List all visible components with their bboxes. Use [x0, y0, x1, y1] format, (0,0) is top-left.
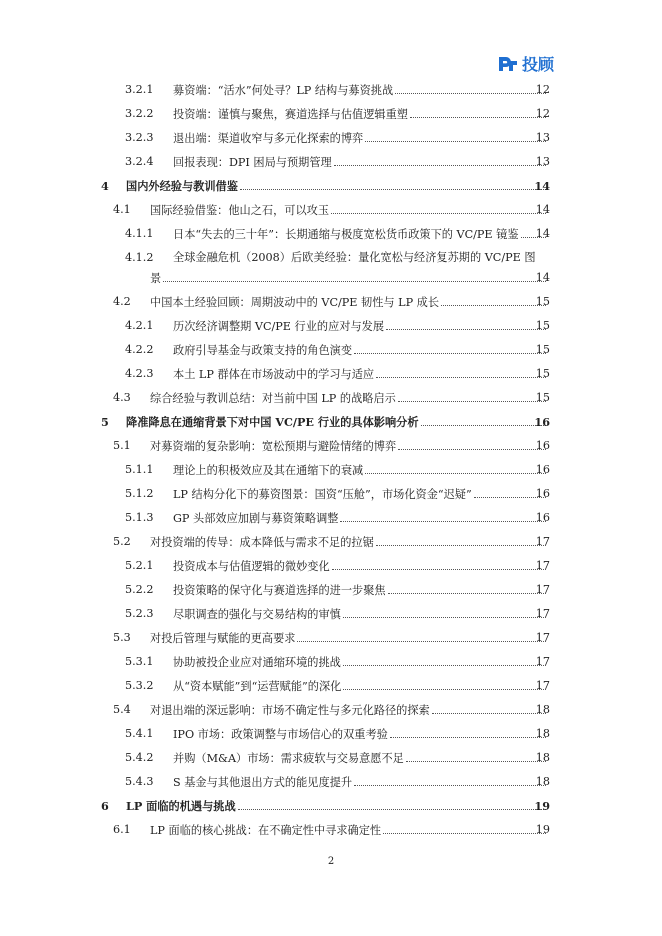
toc-entry-title-line: [173, 128, 548, 149]
toc-entry-title-line: [173, 724, 548, 745]
toc-entry[interactable]: [0, 796, 662, 816]
toc-entry-number: 5: [101, 415, 109, 429]
toc-entry[interactable]: [0, 412, 662, 432]
toc-leader-dots: [163, 268, 546, 282]
toc-entry-title-line: [173, 508, 548, 529]
toc-entry-title-line: [173, 364, 548, 385]
toc-entry-title-line: [173, 224, 548, 245]
toc-entry-title-line: [150, 700, 548, 721]
toc-entry-title-line: [126, 412, 548, 432]
toc-entry-title: 日本“失去的三十年”：长期通缩与极度宽松货币政策下的 VC/PE 镜鉴: [173, 228, 519, 241]
toc-entry-title: 回报表现：DPI 困局与预期管理: [173, 156, 332, 169]
toc-entry-title-line: [150, 436, 548, 457]
toc-leader-dots: [376, 364, 546, 378]
toc-leader-dots: [365, 128, 546, 142]
tg-logo-icon: [497, 55, 519, 73]
toc-entry[interactable]: [0, 556, 662, 576]
toc-entry[interactable]: [0, 628, 662, 648]
toc-entry-title-line: [150, 820, 548, 841]
toc-entry-number: 4.1.2: [125, 251, 154, 264]
toc-entry-title: 政府引导基金与政策支持的角色演变: [173, 344, 353, 357]
toc-entry-title-line: [150, 200, 548, 221]
toc-entry-title: 对投资端的传导：成本降低与需求不足的拉锯: [150, 536, 374, 549]
toc-entry-page: 16: [534, 415, 550, 429]
toc-leader-dots: [365, 460, 546, 474]
toc-leader-dots: [388, 580, 546, 594]
toc-leader-dots: [332, 556, 546, 570]
toc-entry-page: 15: [535, 391, 550, 404]
toc-entry-page: 17: [535, 535, 550, 548]
toc-entry[interactable]: [0, 580, 662, 600]
toc-entry-title: 从“资本赋能”到“运营赋能”的深化: [173, 680, 342, 693]
toc-entry[interactable]: [0, 508, 662, 528]
toc-entry-page: 15: [535, 295, 550, 308]
toc-entry[interactable]: [0, 152, 662, 172]
toc-entry-title: 募资端：“活水”何处寻？LP 结构与募资挑战: [173, 84, 394, 97]
toc-leader-dots: [331, 200, 546, 214]
toc-entry-title: 降准降息在通缩背景下对中国 VC/PE 行业的具体影响分析: [126, 415, 419, 429]
toc-entry-page: 17: [535, 559, 550, 572]
toc-entry-title-continued: 景: [150, 272, 162, 285]
toc-entry-number: 5.4: [113, 703, 131, 716]
toc-entry-title: 投资策略的保守化与赛道选择的进一步聚焦: [173, 584, 386, 597]
toc-leader-dots: [297, 628, 546, 642]
toc-leader-dots: [432, 700, 546, 714]
toc-entry[interactable]: [0, 436, 662, 456]
toc-entry-title: S 基金与其他退出方式的能见度提升: [173, 776, 353, 789]
toc-entry-number: 4.1: [113, 203, 131, 216]
toc-entry-title-line: [173, 676, 548, 697]
toc-entry-page: 15: [535, 343, 550, 356]
toc-entry-number: 6: [101, 799, 109, 813]
toc-entry-title: 对退出端的深远影响：市场不确定性与多元化路径的探索: [150, 704, 430, 717]
toc-entry-page: 15: [535, 367, 550, 380]
toc-entry[interactable]: [0, 724, 662, 744]
toc-entry-number: 4.3: [113, 391, 131, 404]
toc-entry-title: 中国本土经验回顾：周期波动中的 VC/PE 韧性与 LP 成长: [150, 296, 440, 309]
toc-entry-title: 投资端：谨慎与聚焦，赛道选择与估值逻辑重塑: [173, 108, 408, 121]
toc-entry-title: 对投后管理与赋能的更高要求: [150, 632, 296, 645]
toc-entry[interactable]: [0, 388, 662, 408]
toc-leader-dots: [343, 604, 546, 618]
toc-entry-number: 5.1.2: [125, 487, 154, 500]
toc-entry-title-line: [173, 580, 548, 601]
toc-entry-title-line: [173, 152, 548, 173]
toc-entry[interactable]: [0, 340, 662, 360]
toc-entry-page: 18: [535, 751, 550, 764]
toc-entry-title: LP 结构分化下的募资图景：国资“压舱”，市场化资金“迟疑”: [173, 488, 472, 501]
toc-entry-title-line: [173, 748, 548, 769]
toc-entry-page: 14: [535, 271, 550, 284]
toc-leader-dots: [354, 340, 546, 354]
toc-entry-page: 16: [535, 487, 550, 500]
toc-entry-number: 5.2.3: [125, 607, 154, 620]
toc-leader-dots: [383, 820, 546, 834]
toc-entry-title: IPO 市场：政策调整与市场信心的双重考验: [173, 728, 388, 741]
toc-leader-dots: [390, 724, 546, 738]
toc-entry-title-line: [150, 532, 548, 553]
toc-entry-page: 16: [535, 511, 550, 524]
toc-entry-title-line: [173, 80, 548, 101]
toc-entry[interactable]: [0, 532, 662, 552]
toc-entry-title: 投资成本与估值逻辑的微妙变化: [173, 560, 330, 573]
toc-entry-number: 5.4.3: [125, 775, 154, 788]
toc-leader-dots: [410, 104, 546, 118]
toc-entry-page: 14: [534, 179, 550, 193]
toc-entry-page: 17: [535, 631, 550, 644]
toc-entry-title: 退出端：渠道收窄与多元化探索的博弈: [173, 132, 364, 145]
toc-entry-title-line: [173, 652, 548, 673]
toc-entry-title: 国际经验借鉴：他山之石，可以攻玉: [150, 204, 330, 217]
toc-entry-title-line: [173, 772, 548, 793]
toc-entry-page: 17: [535, 607, 550, 620]
toc-entry-title-line: [173, 316, 548, 337]
toc-leader-dots: [398, 388, 546, 402]
toc-entry-title-line: [173, 104, 548, 125]
toc-entry-number: 4.2.3: [125, 367, 154, 380]
toc-leader-dots: [398, 436, 546, 450]
toc-entry-number: 3.2.1: [125, 83, 154, 96]
toc-entry-number: 3.2.3: [125, 131, 154, 144]
toc-entry-number: 3.2.2: [125, 107, 154, 120]
toc-entry-page: 18: [535, 775, 550, 788]
toc-entry-title-line: [150, 268, 548, 289]
toc-entry-number: 5.2: [113, 535, 131, 548]
toc-leader-dots: [343, 652, 546, 666]
toc-entry[interactable]: [0, 676, 662, 696]
toc-entry-title: 全球金融危机（2008）后欧美经验：量化宽松与经济复苏期的 VC/PE 图: [173, 251, 536, 264]
toc-entry[interactable]: [0, 316, 662, 336]
toc-entry-number: 5.3.2: [125, 679, 154, 692]
toc-entry-page: 19: [535, 823, 550, 836]
toc-entry-title: 理论上的积极效应及其在通缩下的衰减: [173, 464, 364, 477]
toc-entry-title: LP 面临的核心挑战：在不确定性中寻求确定性: [150, 824, 382, 837]
toc-entry[interactable]: [0, 248, 662, 288]
toc-entry-page: 14: [535, 203, 550, 216]
toc-leader-dots: [386, 316, 546, 330]
toc-entry-title-line: [150, 388, 548, 409]
toc-entry-page: 15: [535, 319, 550, 332]
toc-leader-dots: [406, 748, 546, 762]
toc-entry-page: 14: [535, 227, 550, 240]
toc-entry[interactable]: [0, 460, 662, 480]
toc-entry[interactable]: [0, 652, 662, 672]
toc-entry-number: 4.2.2: [125, 343, 154, 356]
toc-entry-page: 19: [534, 799, 550, 813]
toc-entry[interactable]: [0, 604, 662, 624]
toc-entry-title: 国内外经验与教训借鉴: [126, 179, 238, 193]
toc-entry-number: 5.4.2: [125, 751, 154, 764]
toc-entry-number: 5.3: [113, 631, 131, 644]
toc-entry-title-line: [173, 460, 548, 481]
toc-entry-title-line: [173, 484, 548, 505]
toc-entry[interactable]: [0, 128, 662, 148]
toc-entry-title-line: [126, 796, 548, 816]
toc-entry-number: 5.3.1: [125, 655, 154, 668]
toc-entry[interactable]: [0, 224, 662, 244]
toc-entry-number: 4.1.1: [125, 227, 154, 240]
toc-entry-page: 13: [535, 131, 550, 144]
toc-entry-page: 17: [535, 655, 550, 668]
toc-entry[interactable]: [0, 748, 662, 768]
toc-entry-number: 5.4.1: [125, 727, 154, 740]
toc-entry[interactable]: [0, 176, 662, 196]
toc-leader-dots: [354, 772, 546, 786]
toc-entry-number: 4: [101, 179, 109, 193]
toc-entry-title: 本土 LP 群体在市场波动中的学习与适应: [173, 368, 375, 381]
toc-entry-number: 5.1: [113, 439, 131, 452]
toc-leader-dots: [421, 412, 546, 426]
toc-entry-title: GP 头部效应加剧与募资策略调整: [173, 512, 339, 525]
toc-entry-number: 5.2.1: [125, 559, 154, 572]
toc-entry-title: 并购（M&A）市场：需求疲软与交易意愿不足: [173, 752, 404, 765]
page-number: 2: [327, 856, 335, 867]
toc-entry-title: 历次经济调整期 VC/PE 行业的应对与发展: [173, 320, 385, 333]
toc-entry-page: 18: [535, 703, 550, 716]
toc-entry-title-line: [150, 292, 548, 313]
toc-leader-dots: [334, 152, 546, 166]
toc-entry[interactable]: [0, 200, 662, 220]
toc-entry[interactable]: [0, 772, 662, 792]
toc-entry-page: 13: [535, 155, 550, 168]
toc-entry-page: 17: [535, 679, 550, 692]
toc-entry-title-line: [173, 604, 548, 625]
brand-logo: [497, 52, 554, 75]
toc-entry-page: 12: [535, 107, 550, 120]
toc-entry-number: 3.2.4: [125, 155, 154, 168]
toc-entry[interactable]: [0, 80, 662, 100]
toc-entry[interactable]: [0, 700, 662, 720]
toc-entry[interactable]: [0, 292, 662, 312]
logo-text: 投顾: [522, 55, 555, 74]
toc-entry-page: 16: [535, 463, 550, 476]
toc-leader-dots: [343, 676, 546, 690]
toc-entry[interactable]: [0, 484, 662, 504]
toc-entry-title: 对募资端的复杂影响：宽松预期与避险情绪的博弈: [150, 440, 397, 453]
toc-leader-dots: [376, 532, 546, 546]
toc-entry[interactable]: [0, 820, 662, 840]
toc-entry-page: 16: [535, 439, 550, 452]
toc-entry-title-line: [126, 176, 548, 196]
toc-entry-page: 17: [535, 583, 550, 596]
toc-entry-title-line: [173, 556, 548, 577]
toc-entry[interactable]: [0, 104, 662, 124]
toc-leader-dots: [395, 80, 546, 94]
toc-entry-page: 12: [535, 83, 550, 96]
toc-entry[interactable]: [0, 364, 662, 384]
toc-leader-dots: [441, 292, 546, 306]
toc-leader-dots: [240, 176, 546, 190]
toc-entry-number: 6.1: [113, 823, 131, 836]
toc-entry-title-line: [150, 628, 548, 649]
toc-entry-number: 5.2.2: [125, 583, 154, 596]
toc-entry-number: 4.2: [113, 295, 131, 308]
toc-leader-dots: [340, 508, 546, 522]
toc-leader-dots: [238, 796, 546, 810]
toc-entry-page: 18: [535, 727, 550, 740]
toc-entry-title: 尽职调查的强化与交易结构的审慎: [173, 608, 341, 621]
toc-entry-title: LP 面临的机遇与挑战: [126, 799, 236, 813]
toc-entry-number: 4.2.1: [125, 319, 154, 332]
toc-entry-title: 综合经验与教训总结：对当前中国 LP 的战略启示: [150, 392, 396, 405]
toc-entry-title: 协助被投企业应对通缩环境的挑战: [173, 656, 341, 669]
toc-entry-number: 5.1.1: [125, 463, 154, 476]
toc-entry-title-line: [173, 340, 548, 361]
toc-entry-number: 5.1.3: [125, 511, 154, 524]
